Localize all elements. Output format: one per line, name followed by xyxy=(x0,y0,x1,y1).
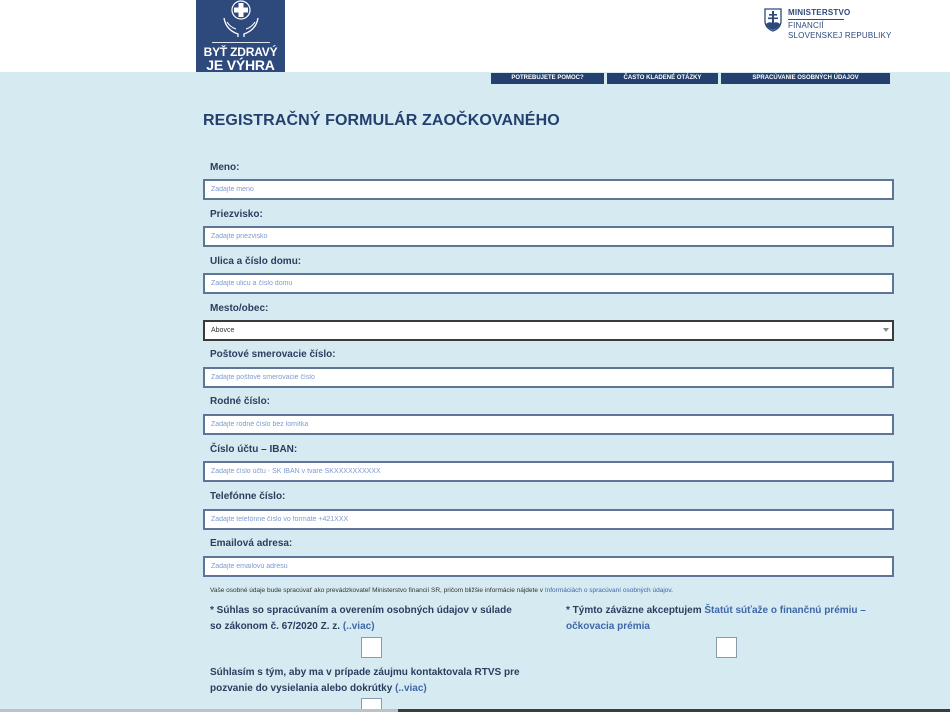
consent-rtvs-more-link[interactable]: (..viac) xyxy=(395,683,427,694)
consent-gdpr-more-link[interactable]: (..viac) xyxy=(342,621,375,632)
birth-number-label: Rodné číslo: xyxy=(210,396,271,407)
email-input[interactable] xyxy=(203,556,894,577)
consent-gdpr-text: * Súhlas so spracúvaním a overením osobných údajov v súlade so zákonom č. 67/2020 Z. z. xyxy=(210,605,512,632)
street-input[interactable] xyxy=(203,273,894,294)
iban-label: Číslo účtu – IBAN: xyxy=(210,444,298,455)
hands-cross-icon xyxy=(216,0,266,40)
last-name-input[interactable] xyxy=(203,226,894,247)
iban-input[interactable] xyxy=(203,461,894,482)
nav-faq-button[interactable]: ČASTO KLADENÉ OTÁZKY xyxy=(607,73,718,84)
consent-rtvs-text: Súhlasím s tým, aby ma v prípade záujmu kontaktovala RTVS pre pozvanie do vysielania alebo dokrútky xyxy=(210,667,520,694)
email-label: Emailová adresa: xyxy=(210,538,293,549)
ministry-divider xyxy=(788,19,844,20)
phone-label: Telefónne číslo: xyxy=(210,491,286,502)
ministry-logo[interactable] xyxy=(764,8,892,41)
postal-code-input[interactable] xyxy=(203,367,894,388)
byt-zdravy-logo[interactable] xyxy=(196,0,285,72)
top-navigation xyxy=(491,73,893,84)
postal-code-label: Poštové smerovacie číslo: xyxy=(210,349,336,360)
logo-line2: JE VÝHRA xyxy=(206,57,275,73)
chevron-down-icon xyxy=(883,328,889,332)
street-label: Ulica a číslo domu: xyxy=(210,256,302,267)
ministry-line2: FINANCIÍ xyxy=(788,21,824,30)
birth-number-input[interactable] xyxy=(203,414,894,435)
ministry-line1: MINISTERSTVO xyxy=(788,8,851,17)
privacy-info-link[interactable]: Informáciách o spracúvaní osobných údajov xyxy=(544,587,672,594)
consent-statute-text: * Týmto záväzne akceptujem xyxy=(566,605,705,616)
logo-line1: BYŤ ZDRAVÝ xyxy=(203,45,278,59)
city-select-value: Abovce xyxy=(211,327,235,334)
privacy-text: Vaše osobné údaje bude spracúvať ako prevádzkovateľ Ministerstvo financií SR, pričom bližšie informácie nájdete v xyxy=(210,587,545,594)
header xyxy=(0,0,950,72)
ministry-line3: SLOVENSKEJ REPUBLIKY xyxy=(788,31,892,40)
last-name-label: Priezvisko: xyxy=(210,209,263,220)
nav-help-button[interactable]: POTREBUJETE POMOC? xyxy=(491,73,604,84)
consent-statute-link[interactable]: Štatút súťaže o finančnú prémiu – očkovacia prémia xyxy=(566,605,866,632)
consent-gdpr xyxy=(210,603,520,635)
logo-divider xyxy=(212,42,270,43)
nav-privacy-button[interactable]: SPRACÚVANIE OSOBNÝCH ÚDAJOV xyxy=(721,73,890,84)
first-name-label: Meno: xyxy=(210,162,240,173)
city-select[interactable] xyxy=(203,320,894,341)
consent-statute-checkbox[interactable] xyxy=(716,637,737,658)
city-label: Mesto/obec: xyxy=(210,303,269,314)
slovak-coat-of-arms-icon xyxy=(764,8,782,32)
privacy-notice xyxy=(210,587,673,594)
phone-input[interactable] xyxy=(203,509,894,530)
consent-statute xyxy=(566,603,876,635)
page-title: REGISTRAČNÝ FORMULÁR ZAOČKOVANÉHO xyxy=(203,112,560,129)
consent-gdpr-checkbox[interactable] xyxy=(361,637,382,658)
privacy-end: . xyxy=(671,587,673,594)
first-name-input[interactable] xyxy=(203,179,894,200)
consent-rtvs xyxy=(210,665,520,697)
